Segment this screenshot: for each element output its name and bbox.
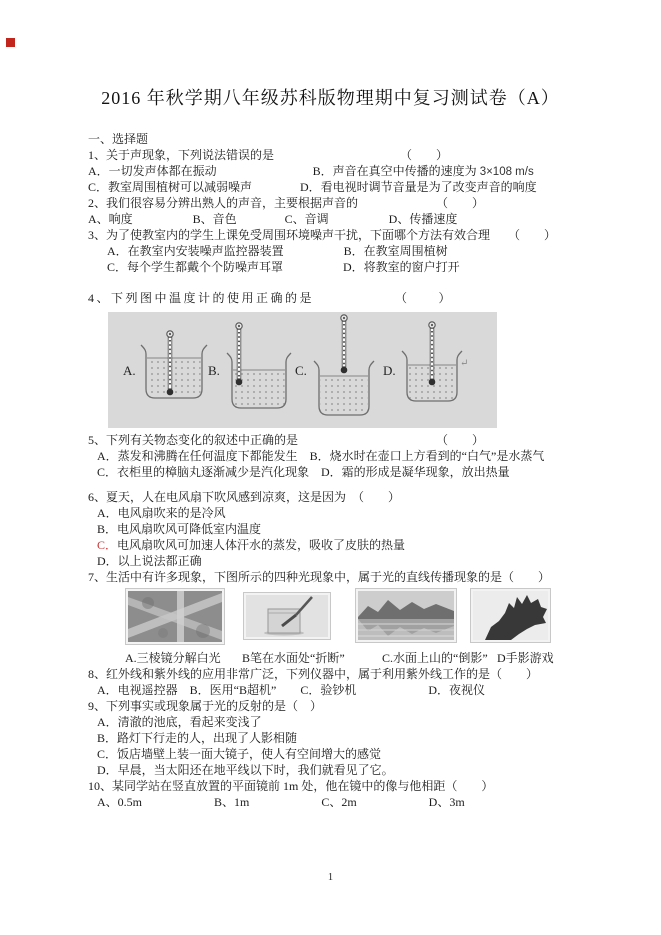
beaker-c-group: [314, 315, 374, 415]
photo-prism-dispersion: [125, 588, 225, 645]
question-6-option-c-marker: C．: [97, 538, 118, 552]
question-9-option-b: B．路灯下行走的人，出现了人影相随: [97, 731, 298, 745]
caption-reflection: C.水面上山的“倒影”: [382, 651, 488, 665]
caption-prism: A.三棱镜分解白光: [125, 651, 221, 665]
question-9-option-c: C．饭店墙壁上装一面大镜子，使人有空间增大的感觉: [97, 747, 382, 761]
content-area: [88, 131, 655, 810]
question-2-options: A、响度 B、音色 C、音调 D、传播速度: [88, 212, 458, 226]
question-9-option-a: A．清澈的池底，看起来变浅了: [97, 715, 262, 729]
speed-of-sound-value: 3×108 m/s: [479, 166, 534, 178]
question-3-stem: 3、为了使教室内的学生上课免受周围环境噪声干扰，下面哪个方法有效合理 （ ）: [88, 228, 557, 242]
mountain-lake-image: [358, 591, 454, 640]
beaker-a-group: [141, 331, 207, 398]
caption-pen: B笔在水面处“折断”: [242, 651, 345, 665]
pen-in-water-image: [246, 595, 328, 637]
question-4-figure: [108, 312, 497, 428]
question-1-options-ab: [88, 163, 655, 179]
section-heading: 一、选择题: [88, 132, 149, 146]
red-corner-mark: [6, 38, 15, 47]
question-8-stem: 8、红外线和紫外线的应用非常广泛，下列仪器中，属于利用紫外线工作的是（ ）: [88, 667, 539, 681]
question-9-stem: 9、下列事实或现象属于光的反射的是（ ）: [88, 699, 323, 713]
prism-light-image: [128, 591, 222, 642]
photo-hand-shadow: [470, 588, 551, 643]
photo-mountain-reflection: [355, 588, 457, 643]
question-3-options-ab: A．在教室内安装噪声监控器装置 B．在教室周围植树: [107, 244, 448, 258]
figure-label-d: D.: [383, 363, 396, 378]
figure-label-c: C.: [295, 363, 307, 378]
question-6-option-b: B．电风扇吹风可降低室内温度: [97, 522, 262, 536]
figure-label-b: B.: [208, 363, 220, 378]
question-6-option-d: D．以上说法都正确: [97, 554, 202, 568]
question-2-stem: 2、我们很容易分辨出熟人的声音，主要根据声音的 （ ）: [88, 196, 485, 210]
paragraph-return-mark: ↵: [460, 358, 469, 369]
question-4-stem: 4、下列图中温度计的使用正确的是 （ ）: [88, 291, 454, 305]
hand-shadow-image: [473, 591, 548, 640]
caption-shadow: D手影游戏: [497, 651, 554, 665]
question-6-stem: 6、夏天，人在电风扇下吹风感到凉爽，这是因为 （ ）: [88, 490, 401, 504]
question-1-options-cd: C．教室周围植树可以减弱噪声 D．看电视时调节音量是为了改变声音的响度: [88, 180, 537, 194]
question-1-option-a: A．一切发声体都在振动: [88, 164, 313, 178]
document-title: 2016 年秋学期八年级苏科版物理期中复习测试卷（A）: [101, 88, 560, 108]
question-6-option-a: A．电风扇吹来的是冷风: [97, 506, 226, 520]
question-8-options: A．电视遥控器 B．医用“B超机” C．验钞机 D．夜视仪: [97, 683, 485, 697]
beaker-d-group: [402, 322, 462, 401]
beaker-b-group: [227, 323, 291, 408]
photo-pen-refraction: [243, 592, 331, 640]
question-1-stem: 1、关于声现象，下列说法错误的是 （ ）: [88, 148, 449, 162]
question-10-options: A、0.5m B、1m C、2m D、3m: [97, 795, 465, 809]
question-1-option-b-label: B．声音在真空中传播的速度为: [312, 164, 480, 178]
figure-label-a: A.: [123, 363, 136, 378]
question-9-option-d: D．早晨，当太阳还在地平线以下时，我们就看见了它。: [97, 763, 394, 777]
question-6-option-c: [97, 537, 655, 553]
page-number: 1: [327, 872, 334, 883]
question-5-options-cd: C．衣柜里的樟脑丸逐渐减少是汽化现象 D．霜的形成是凝华现象，放出热量: [97, 465, 510, 479]
question-10-stem: 10、某同学站在竖直放置的平面镜前 1m 处，他在镜中的像与他相距（ ）: [88, 779, 494, 793]
question-7-stem: 7、生活中有许多现象，下图所示的四种光现象中，属于光的直线传播现象的是（ ）: [88, 570, 551, 584]
question-7-captions: [88, 650, 655, 666]
question-7-photo-row: [125, 588, 655, 645]
question-5-stem: 5、下列有关物态变化的叙述中正确的是 （ ）: [88, 433, 485, 447]
question-6-option-c-text: 电风扇吹风可加速人体汗水的蒸发，吸收了皮肤的热量: [117, 538, 406, 552]
question-5-options-ab: A．蒸发和沸腾在任何温度下都能发生 B．烧水时在壶口上方看到的“白气”是水蒸气: [97, 449, 545, 463]
question-3-options-cd: C．每个学生都戴个个防噪声耳罩 D．将教室的窗户打开: [107, 260, 460, 274]
thermometer-icon: [341, 315, 348, 374]
